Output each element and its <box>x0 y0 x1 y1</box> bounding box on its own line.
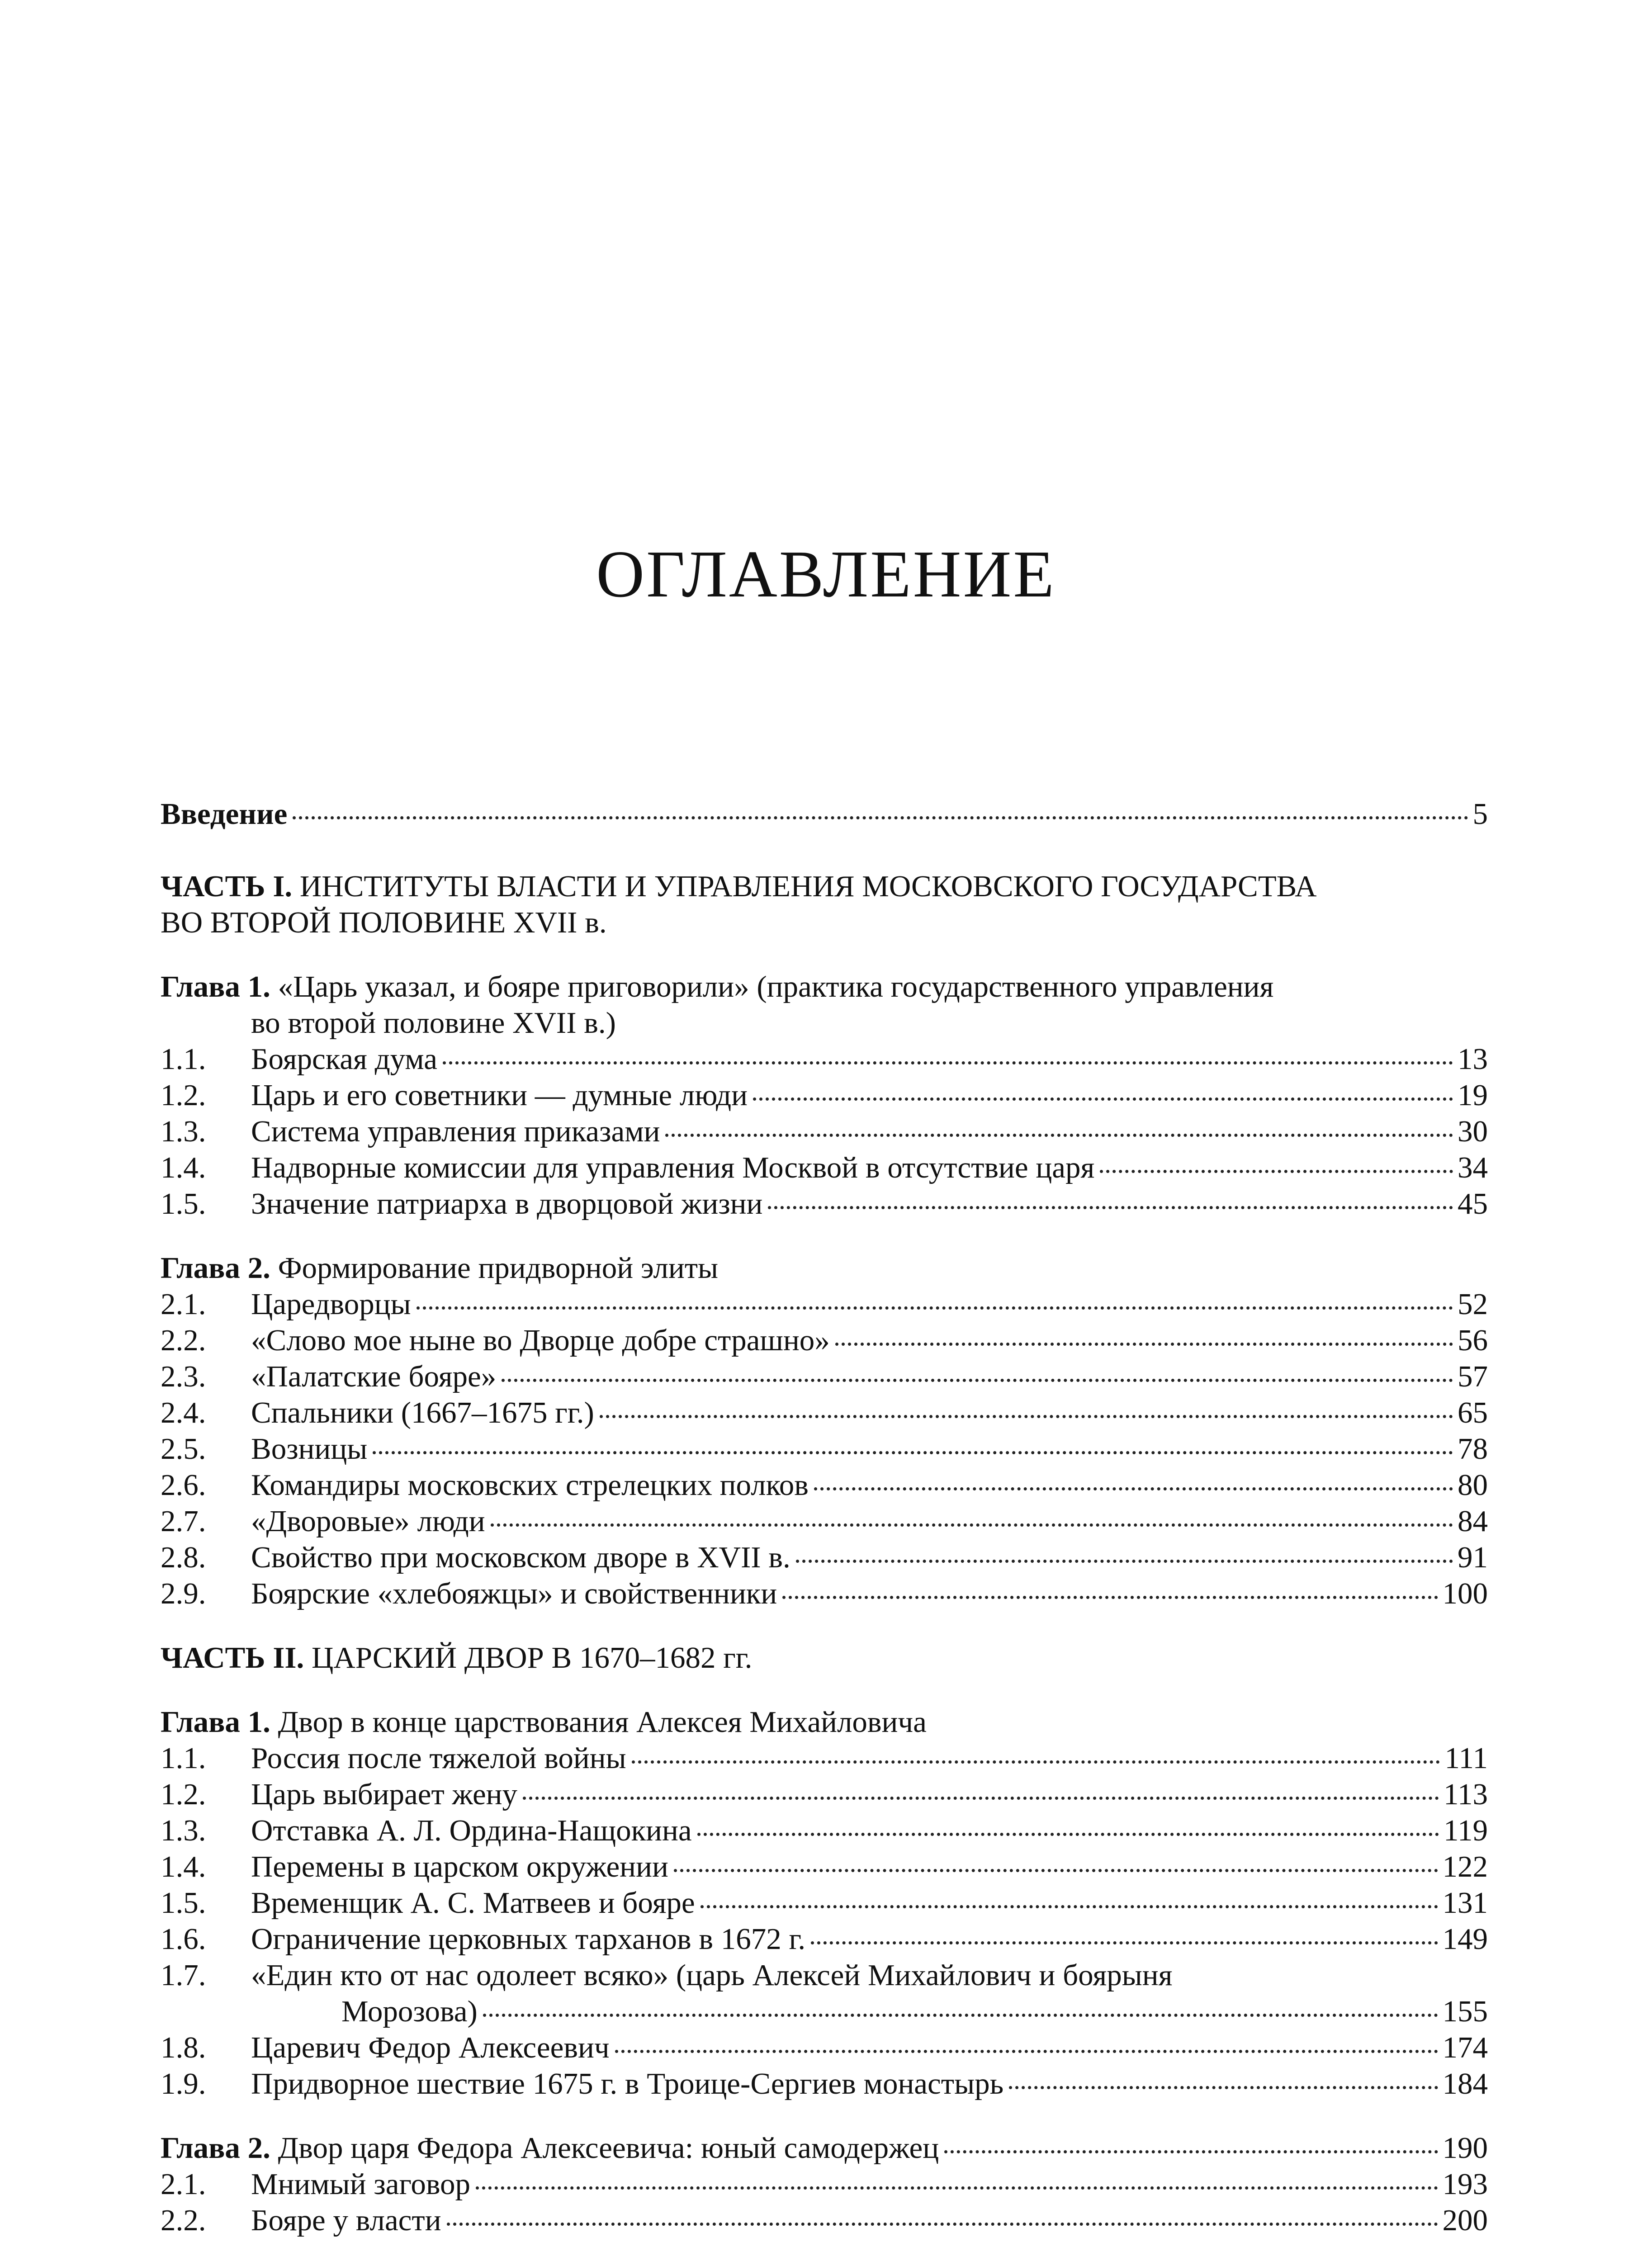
toc-page-number: 80 <box>1458 1468 1488 1502</box>
toc-entry-number: 2.9. <box>161 1577 206 1610</box>
toc-entry-text: Надворные комиссии для управления Москвой в отсутствие царя <box>251 1151 1095 1184</box>
toc-entry-text: Перемены в царском окружении <box>251 1850 668 1883</box>
dot-leader <box>1100 1170 1453 1173</box>
toc-page-number: 19 <box>1458 1078 1488 1112</box>
dot-leader <box>701 1905 1438 1908</box>
toc-entry-text: Значение патриарха в дворцовой жизни <box>251 1187 763 1220</box>
dot-leader <box>502 1379 1453 1382</box>
toc-entry[interactable] <box>161 1358 1488 1395</box>
dot-leader <box>632 1760 1440 1764</box>
toc-page-number: 131 <box>1442 1886 1488 1920</box>
toc-entry[interactable] <box>161 1395 1488 1431</box>
chapter-label: Глава 2. <box>161 1251 270 1285</box>
toc-entry-number: 1.1. <box>161 1741 206 1775</box>
toc-entry[interactable] <box>161 1186 1488 1222</box>
toc-page-number: 100 <box>1442 1577 1488 1610</box>
part-2-heading <box>161 1640 1488 1676</box>
toc-entry-number: 1.3. <box>161 1115 206 1148</box>
toc-entry-number: 1.4. <box>161 1151 206 1184</box>
toc-page-number: 13 <box>1458 1042 1488 1076</box>
toc-page-number: 174 <box>1442 2031 1488 2064</box>
chapter-title: Двор в конце царствования Алексея Михайловича <box>278 1705 927 1739</box>
toc-entry-number: 1.1. <box>161 1042 206 1076</box>
toc-entry-number: 2.2. <box>161 1324 206 1357</box>
toc-page-number: 65 <box>1458 1396 1488 1429</box>
toc-page-number: 56 <box>1458 1324 1488 1357</box>
dot-leader <box>600 1415 1453 1418</box>
toc-entry-text: «Един кто от нас одолеет всяко» (царь Алексей Михайлович и боярыня <box>251 1958 1173 1992</box>
toc-entry-text: Система управления приказами <box>251 1115 660 1148</box>
toc-entry-number: 2.7. <box>161 1504 206 1538</box>
dot-leader <box>373 1451 1453 1454</box>
toc-entry-intro[interactable] <box>161 796 1488 832</box>
dot-leader <box>814 1487 1453 1490</box>
toc-entry-text: Спальники (1667–1675 гг.) <box>251 1396 594 1429</box>
toc-entry-number: 2.6. <box>161 1468 206 1502</box>
toc-entry[interactable] <box>161 1812 1488 1849</box>
toc-entry[interactable] <box>161 2166 1488 2202</box>
toc-entry-text: Свойство при московском дворе в XVII в. <box>251 1541 790 1574</box>
toc-entry-number: 2.3. <box>161 1360 206 1393</box>
toc-entry-text: Отставка А. Л. Ордина-Нащокина <box>251 1814 692 1847</box>
toc-entry-number: 1.8. <box>161 2031 206 2064</box>
dot-leader <box>615 2050 1438 2053</box>
toc-entry-text: Боярская дума <box>251 1042 437 1076</box>
toc-entry[interactable] <box>161 1467 1488 1503</box>
dot-leader <box>753 1097 1453 1101</box>
toc-page-number: 91 <box>1458 1541 1488 1574</box>
toc-page-number: 190 <box>1442 2131 1488 2165</box>
part-2-chapter-1-heading <box>161 1704 1488 1740</box>
toc-entry-text: Командиры московских стрелецких полков <box>251 1468 809 1502</box>
toc-entry-number: 2.1. <box>161 2167 206 2201</box>
chapter-title-line: «Царь указал, и бояре приговорили» (практика государственного управления <box>278 970 1274 1003</box>
part-1-heading <box>161 868 1488 941</box>
part-1-chapter-1-entries <box>161 1041 1488 1222</box>
dot-leader <box>811 1941 1438 1944</box>
toc-entry-multiline[interactable] <box>161 1957 1488 2029</box>
toc-entry-text: Бояре у власти <box>251 2204 441 2237</box>
toc-entry[interactable] <box>161 1322 1488 1358</box>
toc-entry-text: Царь выбирает жену <box>251 1778 518 1811</box>
toc-entry-text: Морозова) <box>341 1995 478 2028</box>
toc-entry[interactable] <box>161 1740 1488 1776</box>
toc-entry[interactable] <box>161 1776 1488 1812</box>
dot-leader <box>835 1343 1453 1346</box>
toc-entry-number: 2.4. <box>161 1396 206 1429</box>
toc-entry-number: 2.5. <box>161 1432 206 1466</box>
toc-entry[interactable] <box>161 1503 1488 1539</box>
toc-entry[interactable] <box>161 1921 1488 1957</box>
toc-entry-text: Возницы <box>251 1432 368 1466</box>
toc-entry[interactable] <box>161 1077 1488 1113</box>
toc-page-number: 5 <box>1472 797 1488 831</box>
part-label: ЧАСТЬ I. <box>161 870 293 903</box>
dot-leader <box>447 2223 1438 2226</box>
toc-page-number: 119 <box>1443 1814 1488 1847</box>
toc-entry-text: Ограничение церковных тарханов в 1672 г. <box>251 1922 806 1956</box>
toc-entry-number: 1.7. <box>161 1958 206 1992</box>
toc-entry[interactable] <box>161 2202 1488 2238</box>
toc-entry-number: 1.6. <box>161 1922 206 1956</box>
part-title-line: ИНСТИТУТЫ ВЛАСТИ И УПРАВЛЕНИЯ МОСКОВСКОГО ГОСУДАРСТВА <box>299 870 1317 903</box>
toc-entry[interactable] <box>161 1539 1488 1575</box>
dot-leader <box>523 1797 1439 1800</box>
toc-entry[interactable] <box>161 1286 1488 1322</box>
toc-page-number: 57 <box>1458 1360 1488 1393</box>
toc-entry[interactable] <box>161 1575 1488 1612</box>
toc-entry-text: Россия после тяжелой войны <box>251 1741 626 1775</box>
toc-entry-number: 1.9. <box>161 2067 206 2100</box>
toc-entry-text: Временщик А. С. Матвеев и бояре <box>251 1886 695 1920</box>
chapter-label: Глава 1. <box>161 1705 270 1739</box>
toc-entry-number: 1.3. <box>161 1814 206 1847</box>
dot-leader <box>697 1833 1439 1836</box>
part-title-line: ВО ВТОРОЙ ПОЛОВИНЕ XVII в. <box>161 906 607 939</box>
dot-leader <box>1009 2086 1438 2089</box>
toc-entry-text: Царь и его советники — думные люди <box>251 1078 748 1112</box>
toc-page-number: 34 <box>1458 1151 1488 1184</box>
toc-page-number: 113 <box>1443 1778 1488 1811</box>
toc-entry-text: Придворное шествие 1675 г. в Троице-Сергиев монастырь <box>251 2067 1004 2100</box>
dot-leader <box>293 816 1468 819</box>
toc-page-number: 78 <box>1458 1432 1488 1466</box>
toc-entry-text: «Дворовые» люди <box>251 1504 485 1538</box>
toc-entry-text: Мнимый заговор <box>251 2167 470 2201</box>
toc-entry-number: 2.2. <box>161 2204 206 2237</box>
chapter-title-line: во второй половине XVII в.) <box>251 1006 616 1040</box>
dot-leader <box>443 1061 1453 1064</box>
toc-entry-number: 1.2. <box>161 1778 206 1811</box>
toc-page-number: 84 <box>1458 1504 1488 1538</box>
toc-entry[interactable] <box>161 1149 1488 1186</box>
chapter-title: Формирование придворной элиты <box>278 1251 719 1285</box>
dot-leader <box>796 1560 1453 1563</box>
toc-entry[interactable] <box>161 2029 1488 2066</box>
part-1-chapter-2-entries <box>161 1286 1488 1612</box>
toc-page-number: 30 <box>1458 1115 1488 1148</box>
part-2-chapter-2-heading[interactable] <box>161 2130 1488 2166</box>
toc-entry-text: «Слово мое ныне во Дворце добре страшно» <box>251 1324 830 1357</box>
part-title: ЦАРСКИЙ ДВОР В 1670–1682 гг. <box>312 1641 753 1674</box>
page-title: ОГЛАВЛЕНИЕ <box>596 537 1056 611</box>
toc-entry-text: Введение <box>161 797 288 831</box>
chapter-title: Двор царя Федора Алексеевича: юный самодержец <box>278 2131 939 2165</box>
part-1-chapter-1-heading <box>161 969 1488 1041</box>
toc-entry-text: Царедворцы <box>251 1287 411 1321</box>
toc-page-number: 111 <box>1444 1741 1488 1775</box>
toc-entry-number: 1.2. <box>161 1078 206 1112</box>
chapter-label: Глава 2. <box>161 2131 270 2165</box>
toc-entry-text: Боярские «хлебояжцы» и свойственники <box>251 1577 777 1610</box>
toc-page-number: 184 <box>1442 2067 1488 2100</box>
toc-page-number: 155 <box>1442 1995 1488 2028</box>
dot-leader <box>476 2186 1438 2190</box>
toc-entry[interactable] <box>161 1885 1488 1921</box>
toc-page-number: 52 <box>1458 1287 1488 1321</box>
table-of-contents <box>161 796 1488 2238</box>
dot-leader <box>944 2150 1438 2153</box>
dot-leader <box>768 1206 1453 1209</box>
dot-leader <box>491 1523 1453 1527</box>
toc-page-number: 193 <box>1442 2167 1488 2201</box>
toc-entry[interactable] <box>161 1113 1488 1149</box>
toc-entry-text: Царевич Федор Алексеевич <box>251 2031 610 2064</box>
toc-entry-number: 1.4. <box>161 1850 206 1883</box>
toc-entry[interactable] <box>161 1431 1488 1467</box>
toc-entry-number: 2.1. <box>161 1287 206 1321</box>
toc-entry[interactable] <box>161 2066 1488 2102</box>
part-2-chapter-2-entries <box>161 2166 1488 2238</box>
toc-entry-number: 1.5. <box>161 1187 206 1220</box>
chapter-label: Глава 1. <box>161 970 270 1003</box>
part-label: ЧАСТЬ II. <box>161 1641 304 1674</box>
toc-page-number: 149 <box>1442 1922 1488 1956</box>
dot-leader <box>483 2014 1438 2017</box>
part-1-chapter-2-heading <box>161 1250 1488 1286</box>
toc-entry-text: «Палатские бояре» <box>251 1360 497 1393</box>
toc-page-number: 200 <box>1442 2204 1488 2237</box>
dot-leader <box>417 1306 1453 1310</box>
part-2-chapter-1-entries <box>161 1740 1488 2102</box>
toc-page-number: 122 <box>1442 1850 1488 1883</box>
dot-leader <box>674 1869 1438 1872</box>
toc-entry[interactable] <box>161 1849 1488 1885</box>
toc-page-number: 45 <box>1458 1187 1488 1220</box>
toc-entry-number: 1.5. <box>161 1886 206 1920</box>
dot-leader <box>782 1596 1438 1599</box>
dot-leader <box>665 1134 1453 1137</box>
toc-entry-number: 2.8. <box>161 1541 206 1574</box>
toc-entry[interactable] <box>161 1041 1488 1077</box>
